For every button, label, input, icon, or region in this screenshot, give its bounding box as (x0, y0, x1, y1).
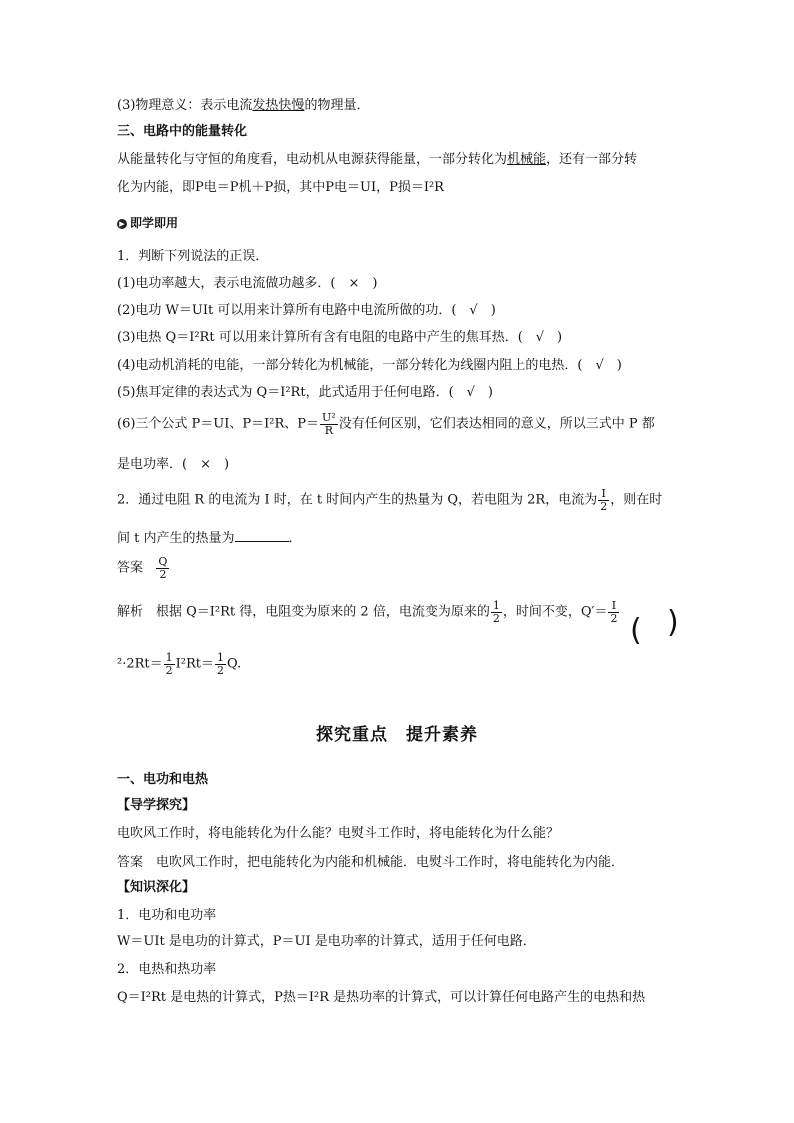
fraction-numerator: 1 (217, 651, 224, 664)
energy-text-b: ，还有一部分转 (546, 152, 638, 167)
fraction-denominator: 2 (165, 663, 173, 677)
apply-label-text: 即学即用 (130, 216, 179, 230)
energy-text-a: 从能量转化与守恒的角度看，电动机从电源获得能量，一部分转化为 (117, 152, 508, 167)
explanation-2-text-c: Q. (227, 656, 242, 672)
guide-label: 【导学探究】 (117, 798, 196, 813)
q1-6-text-a: (6)三个公式 P＝UI、P＝I²R、P＝ (117, 416, 320, 432)
guide-answer: 答案 电吹风工作时，把电能转化为内能和机械能．电熨斗工作时，将电能转化为内能． (117, 855, 625, 870)
deep-label: 【知识深化】 (117, 880, 196, 895)
explanation-2-text-a: ²·2Rt＝ (117, 656, 163, 672)
q1-item-5: (5)焦耳定律的表达式为 Q＝I²Rt，此式适用于任何电路．( √ ) (117, 385, 493, 400)
fraction-denominator: 2 (217, 663, 224, 677)
q2-text-a: 2．通过电阻 R 的电流为 I 时，在 t 时间内产生的热量为 Q，若电阻为 2R，电流为 (117, 492, 598, 508)
play-icon: ▶ (117, 219, 127, 229)
right-paren: ) (667, 605, 679, 640)
q2-text-b: ，则在时 (610, 492, 663, 508)
knowledge-2-text: Q＝I²Rt 是电热的计算式，P热＝I²R 是热功率的计算式，可以计算任何电路产生的电热和热 (117, 990, 646, 1005)
fraction-half-a (164, 652, 175, 676)
knowledge-1-title: 1．电功和电功率 (117, 908, 217, 923)
question-1: 1．判断下列说法的正误． (117, 249, 269, 264)
fraction-half-b (215, 652, 226, 676)
section-title: 探究重点 提升素养 (316, 725, 478, 745)
knowledge-1-text: W＝UIt 是电功的计算式，P＝UI 是电功率的计算式，适用于任何电路． (117, 934, 536, 949)
fraction-numerator: 1 (165, 651, 173, 664)
q1-item-1: (1)电功率越大，表示电流做功越多．( × ) (117, 276, 378, 291)
q1-item-2: (2)电功 W＝UIt 可以用来计算所有电路中电流所做的功．( √ ) (117, 303, 496, 318)
question-2-cont (117, 529, 302, 547)
q2-text-c: 间 t 内产生的热量为 (117, 531, 235, 546)
heading-work-heat: 一、电功和电热 (117, 772, 209, 787)
fraction-denominator: 2 (610, 611, 618, 625)
guide-question: 电吹风工作时，将电能转化为什么能？电熨斗工作时，将电能转化为什么能？ (117, 826, 560, 841)
fraction-numerator: 1 (492, 599, 500, 612)
fraction-numerator: Q (158, 555, 168, 568)
explanation-text-b: ，时间不变，Q′＝ (502, 604, 608, 620)
explanation-2-text-b: I²Rt＝ (175, 656, 214, 672)
fraction-i-2-paren (608, 600, 619, 624)
q2-text-d: ． (288, 531, 302, 546)
question-2 (117, 488, 662, 512)
q1-item-6-cont: 是电功率．( × ) (117, 457, 230, 472)
meaning-underlined: 发热快慢 (252, 98, 305, 113)
meaning-line (117, 98, 369, 114)
answer-fraction (156, 556, 169, 580)
fraction-denominator: 2 (600, 499, 608, 513)
q1-6-text-b: 没有任何区别，它们表达相同的意义，所以三式中 P 都 (338, 416, 655, 432)
answer-blank (235, 529, 289, 542)
fraction-denominator: R (324, 423, 333, 437)
fraction-1-2 (491, 600, 502, 624)
fraction-denominator: 2 (492, 611, 500, 625)
q1-item-6 (117, 412, 655, 436)
answer-line (117, 556, 170, 580)
left-paren: ( (630, 613, 642, 648)
answer-label: 答案 (117, 560, 144, 576)
fraction-u2-r (320, 412, 338, 436)
energy-underlined: 机械能 (507, 152, 547, 167)
energy-line-2: 化为内能，即P电＝P机＋P损，其中P电＝UI，P损＝I²R (117, 180, 444, 195)
explanation-text-a: 解析 根据 Q＝I²Rt 得，电阻变为原来的 2 倍，电流变为原来的 (117, 604, 490, 620)
explanation-line (117, 600, 620, 624)
fraction-i-2 (598, 488, 609, 512)
fraction-numerator: U² (322, 411, 336, 424)
fraction-numerator: I (608, 600, 619, 613)
fraction-denominator: 2 (159, 567, 167, 581)
q1-item-4: (4)电动机消耗的电能，一部分转化为机械能，一部分转化为线圈内阻上的电热．( √ ) (117, 358, 622, 373)
fraction-numerator: I (598, 488, 609, 501)
explanation-line-2 (117, 652, 241, 676)
energy-line-1 (117, 152, 637, 168)
meaning-text: (3)物理意义：表示电流 (117, 98, 253, 113)
knowledge-2-title: 2．电热和热功率 (117, 962, 217, 977)
apply-label (117, 216, 178, 230)
meaning-suffix: 的物理量． (304, 98, 370, 113)
section-heading-energy: 三、电路中的能量转化 (117, 124, 248, 139)
q1-item-3: (3)电热 Q＝I²Rt 可以用来计算所有含有电阻的电路中产生的焦耳热．( √ ) (117, 330, 563, 345)
